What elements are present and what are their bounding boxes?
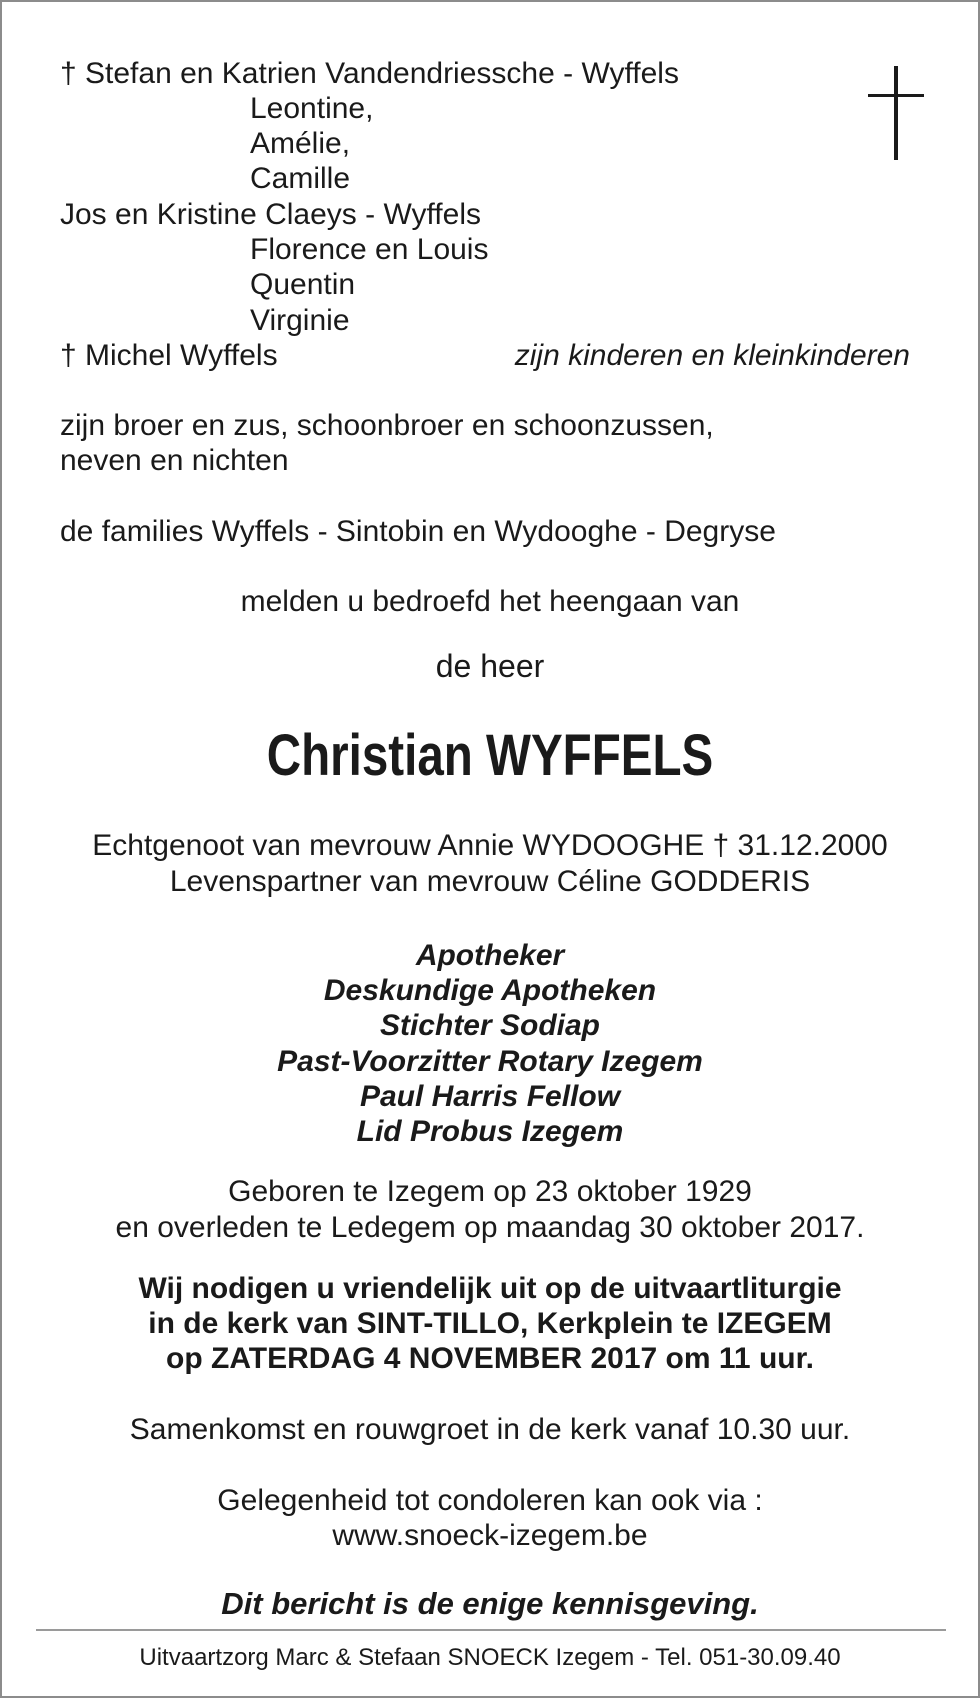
title-item: Stichter Sodiap <box>379 1009 601 1042</box>
family-line: † Stefan en Katrien Vandendriessche - Wyffels <box>60 57 679 90</box>
family-line: † Michel Wyffels <box>60 339 278 372</box>
title-item: Lid Probus Izegem <box>356 1115 624 1148</box>
partner-line: Levenspartner van mevrouw Céline GODDERIS <box>169 865 811 898</box>
families-line: de families Wyffels - Sintobin en Wydooghe - Degryse <box>60 515 776 548</box>
family-line: Quentin <box>250 268 356 301</box>
title-item: Deskundige Apotheken <box>323 974 657 1007</box>
birth-line: Geboren te Izegem op 23 oktober 1929 <box>228 1175 752 1208</box>
family-line: Virginie <box>250 304 350 337</box>
salutation: de heer <box>435 648 545 684</box>
relatives-line: zijn broer en zus, schoonbroer en schoonzussen, <box>60 409 714 442</box>
deceased-name: Christian WYFFELS <box>266 723 714 788</box>
title-item: Paul Harris Fellow <box>359 1080 621 1113</box>
gathering-line: Samenkomst en rouwgroet in de kerk vanaf 10.30 uur. <box>129 1413 851 1446</box>
footer-funeral-home: Uitvaartzorg Marc & Stefaan SNOECK Izegem - Tel. 051-30.09.40 <box>139 1644 841 1671</box>
condolence-url[interactable]: www.snoeck-izegem.be <box>332 1519 648 1552</box>
family-line: Leontine, <box>250 92 374 125</box>
notice-line: Dit bericht is de enige kennisgeving. <box>221 1586 759 1621</box>
relatives-line: neven en nichten <box>60 444 289 477</box>
title-item: Past-Voorzitter Rotary Izegem <box>277 1045 703 1078</box>
invitation-line: in de kerk van SINT-TILLO, Kerkplein te IZEGEM <box>148 1307 832 1340</box>
invitation-line: Wij nodigen u vriendelijk uit op de uitvaartliturgie <box>138 1272 842 1305</box>
children-grandchildren-note: zijn kinderen en kleinkinderen <box>514 339 910 372</box>
announcement-intro: melden u bedroefd het heengaan van <box>240 585 740 618</box>
spouse-line: Echtgenoot van mevrouw Annie WYDOOGHE † 31.12.2000 <box>92 829 888 862</box>
invitation-line: op ZATERDAG 4 NOVEMBER 2017 om 11 uur. <box>166 1342 814 1375</box>
title-item: Apotheker <box>415 939 565 972</box>
family-line: Amélie, <box>250 127 351 160</box>
latin-cross-icon <box>868 66 924 160</box>
condolence-line: Gelegenheid tot condoleren kan ook via : <box>217 1484 763 1517</box>
family-line: Camille <box>250 162 351 195</box>
family-line: Jos en Kristine Claeys - Wyffels <box>60 198 481 231</box>
family-line: Florence en Louis <box>250 233 489 266</box>
death-line: en overleden te Ledegem op maandag 30 oktober 2017. <box>115 1211 865 1244</box>
divider <box>36 1629 946 1631</box>
